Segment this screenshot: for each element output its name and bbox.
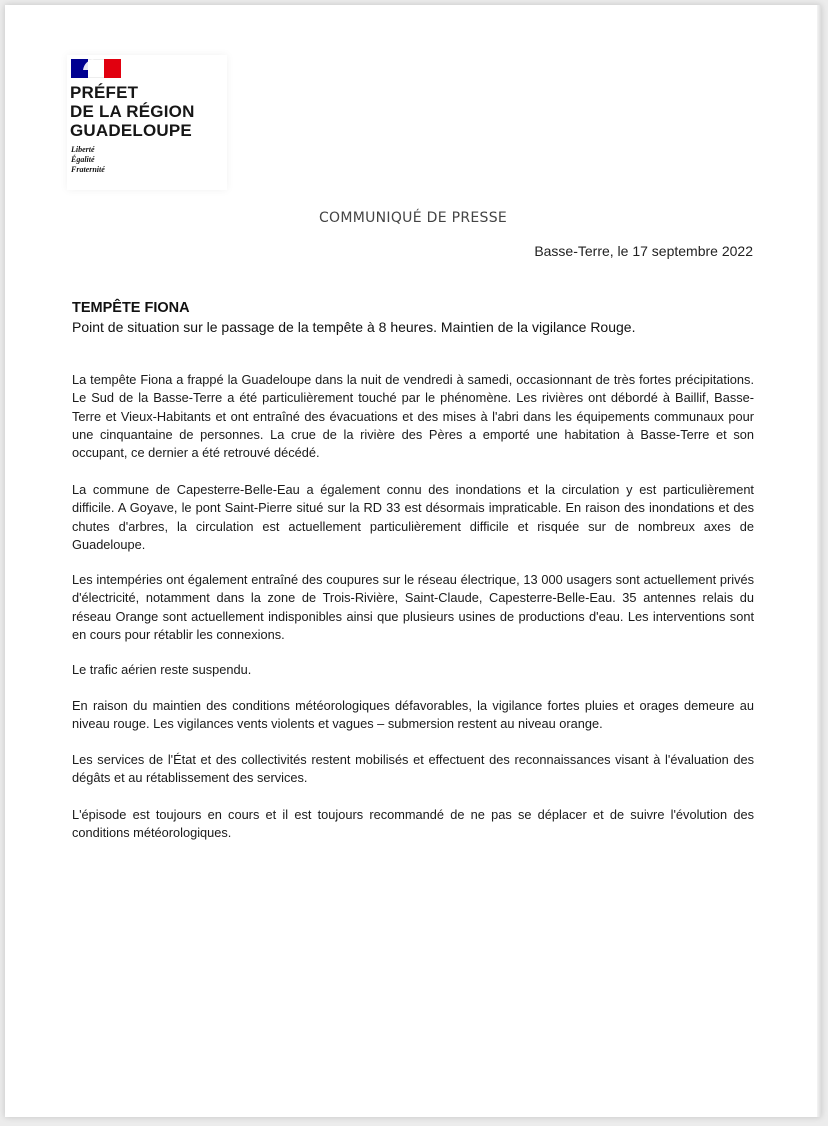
motto-egalite: Égalité — [71, 155, 95, 164]
motto-fraternite: Fraternité — [71, 165, 105, 174]
paragraph-1: La tempête Fiona a frappé la Guadeloupe dans la nuit de vendredi à samedi, occasionnant de très fortes précipitations. Le Sud de la Basse-Terre a été particulièrement touché par le phénomène. Les rivières ont débordé à Baillif, Basse-Terre et Vieux-Habitants et ont entraîné des évacuations et des mises à l'abri dans les équipements communaux pour une cinquantaine de personnes. La crue de la rivière des Pères a emporté une habitation à Basse-Terre et son occupant, ce dernier a été retrouvé décédé. — [72, 372, 754, 461]
paragraph-2: La commune de Capesterre-Belle-Eau a également connu des inondations et la circulation y est particulièrement difficile. A Goyave, le pont Saint-Pierre situé sur la RD 33 est désormais impraticable. En raison des inondations et des chutes d'arbres, la circulation est actuellement particulièrement difficile et risquée sur de nombreux axes de Guadeloupe. — [72, 482, 754, 552]
marianne-icon — [81, 58, 99, 71]
document-type-label: COMMUNIQUÉ DE PRESSE — [318, 210, 508, 226]
date-line: Basse-Terre, le 17 septembre 2022 — [534, 243, 753, 259]
document-heading: TEMPÊTE FIONA — [72, 300, 190, 316]
prefecture-name: PRÉFET DE LA RÉGION GUADELOUPE — [70, 83, 195, 140]
republic-motto — [71, 145, 105, 175]
paragraph-3: Les intempéries ont également entraîné des coupures sur le réseau électrique, 13 000 usagers sont actuellement privés d'électricité, notamment dans la zone de Trois-Rivière, Saint-Claude, Capesterre-Belle-Eau. 35 antennes relais du réseau Orange sont actuellement indisponibles ainsi que plusieurs usines de productions d'eau. Les interventions sont en cours pour rétablir les connexions. — [72, 572, 754, 642]
document-page — [5, 5, 821, 1117]
paragraph-7: L'épisode est toujours en cours et il est toujours recommandé de ne pas se déplacer et de suivre l'évolution des conditions météorologiques. — [72, 807, 754, 841]
paragraph-6: Les services de l'État et des collectivités restent mobilisés et effectuent des reconnaissances visant à l'évaluation des dégâts et au rétablissement des services. — [72, 752, 754, 786]
document-subheading: Point de situation sur le passage de la tempête à 8 heures. Maintien de la vigilance Rouge. — [72, 319, 636, 335]
paragraph-5: En raison du maintien des conditions météorologiques défavorables, la vigilance fortes pluies et orages demeure au niveau rouge. Les vigilances vents violents et vagues – submersion restent au niveau orange. — [72, 698, 754, 732]
page-edge — [817, 5, 821, 1117]
prefecture-logo — [67, 55, 227, 190]
paragraph-4: Le trafic aérien reste suspendu. — [72, 662, 252, 677]
motto-liberte: Liberté — [71, 145, 95, 154]
